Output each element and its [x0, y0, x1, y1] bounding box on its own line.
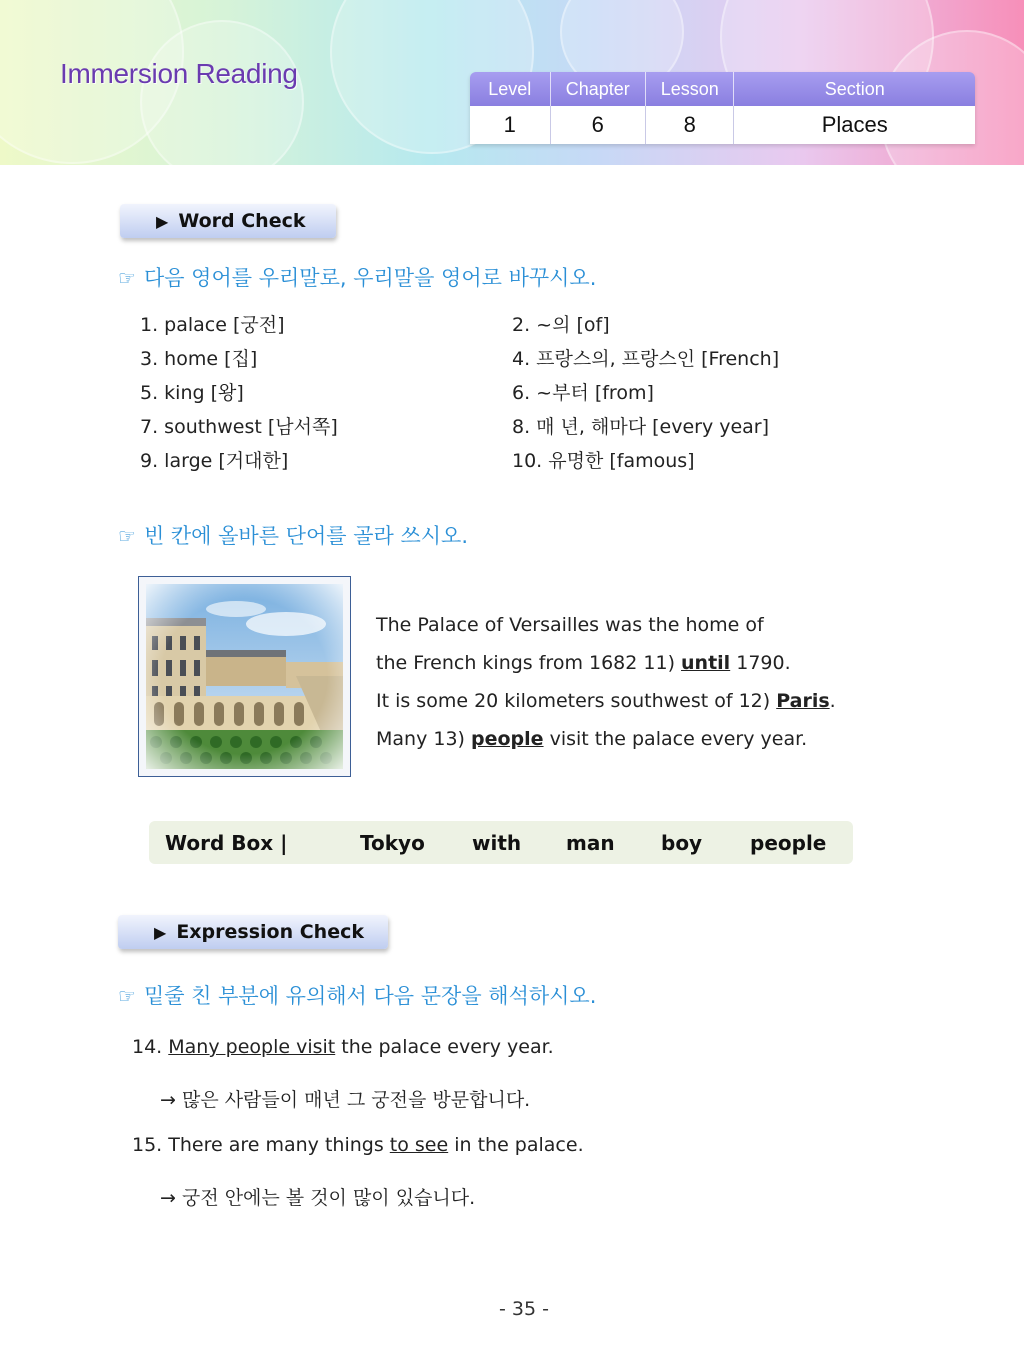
answer-12: Paris [776, 690, 830, 712]
instruction-text: 밑줄 친 부분에 유의해서 다음 문장을 해석하시오. [143, 984, 597, 1008]
level-header: Level [470, 72, 551, 106]
passage-line [376, 644, 836, 682]
passage-text: Many 13) [376, 728, 471, 750]
passage-line [376, 606, 836, 644]
palace-illustration [146, 584, 343, 769]
passage-text: the French kings from 1682 11) [376, 652, 682, 674]
expression-check-label: Expression Check [176, 921, 364, 943]
word-box-word: Tokyo [360, 830, 425, 855]
answer-11: until [681, 652, 731, 674]
answer-13: people [471, 728, 544, 750]
chapter-value: 6 [551, 106, 646, 144]
page-number: - 35 - [499, 1298, 549, 1320]
decor-bubble [140, 20, 304, 165]
fill-blank-instruction [118, 520, 468, 550]
level-value: 1 [470, 106, 551, 144]
info-table-values [470, 106, 975, 144]
word-box-word: boy [661, 830, 703, 855]
passage-line [376, 682, 836, 720]
vocab-item: 1. palace [궁전] [140, 313, 285, 336]
vocab-row [140, 340, 880, 374]
vocab-item: 4. 프랑스의, 프랑스인 [French] [512, 347, 780, 370]
vocab-item: 6. ~부터 [from] [512, 381, 654, 404]
word-box-label: Word Box | [165, 830, 288, 855]
vocab-row [140, 442, 880, 476]
vocab-item: 5. king [왕] [140, 381, 244, 404]
underlined-expression: to see [389, 1134, 449, 1156]
question-text: 15. There are many things [132, 1134, 390, 1156]
vocab-item: 8. 매 년, 해마다 [every year] [512, 415, 770, 438]
passage-line [376, 720, 836, 758]
vocab-row [140, 408, 880, 442]
section-value: Places [821, 112, 888, 137]
pointing-hand-icon: ☞ [118, 524, 136, 548]
word-box-word: man [566, 830, 615, 855]
vocab-item: 3. home [집] [140, 347, 258, 370]
chapter-header: Chapter [551, 72, 646, 106]
pointing-hand-icon: ☞ [118, 266, 136, 290]
question-15 [132, 1134, 584, 1156]
book-title: Immersion Reading [60, 58, 298, 89]
vocab-item: 9. large [거대한] [140, 449, 289, 472]
passage-text: . [829, 690, 836, 712]
triangle-right-icon: ▶ [154, 922, 167, 942]
word-check-instruction [118, 262, 596, 292]
answer-15: → 궁전 안에는 볼 것이 많이 있습니다. [160, 1187, 476, 1209]
passage-text: 1790. [730, 652, 791, 674]
vocab-row [140, 306, 880, 340]
word-box [149, 821, 853, 864]
section-header: Section [824, 78, 885, 99]
pointing-hand-icon: ☞ [118, 984, 136, 1008]
vocab-row [140, 374, 880, 408]
lesson-header: Lesson [646, 72, 734, 106]
expression-check-instruction [118, 980, 596, 1010]
question-14 [132, 1036, 554, 1058]
reading-passage [376, 606, 836, 758]
info-table-header [470, 72, 975, 106]
word-box-word: with [472, 830, 522, 855]
triangle-right-icon: ▶ [156, 211, 169, 231]
underlined-expression: Many people visit [168, 1036, 336, 1058]
vocabulary-list [140, 306, 880, 476]
question-number: 14. [132, 1036, 169, 1058]
lesson-value: 8 [646, 106, 734, 144]
vocab-item: 2. ~의 [of] [512, 313, 610, 336]
vocab-item: 7. southwest [남서쪽] [140, 415, 338, 438]
instruction-text: 빈 칸에 올바른 단어를 골라 쓰시오. [143, 524, 468, 548]
passage-text: The Palace of Versailles was the home of [376, 614, 764, 636]
vocab-item: 10. 유명한 [famous] [512, 449, 695, 472]
question-text: the palace every year. [335, 1036, 554, 1058]
expression-check-button[interactable] [118, 915, 388, 949]
word-check-label: Word Check [178, 210, 306, 232]
lesson-info-table [470, 72, 975, 144]
versailles-photo [138, 576, 351, 777]
question-text: in the palace. [448, 1134, 584, 1156]
word-check-button[interactable] [120, 204, 336, 238]
word-box-word: people [750, 830, 827, 855]
answer-14: → 많은 사람들이 매년 그 궁전을 방문합니다. [160, 1089, 531, 1111]
header-banner [0, 0, 1024, 165]
passage-text: visit the palace every year. [543, 728, 808, 750]
instruction-text: 다음 영어를 우리말로, 우리말을 영어로 바꾸시오. [143, 266, 597, 290]
passage-text: It is some 20 kilometers southwest of 12) [376, 690, 777, 712]
